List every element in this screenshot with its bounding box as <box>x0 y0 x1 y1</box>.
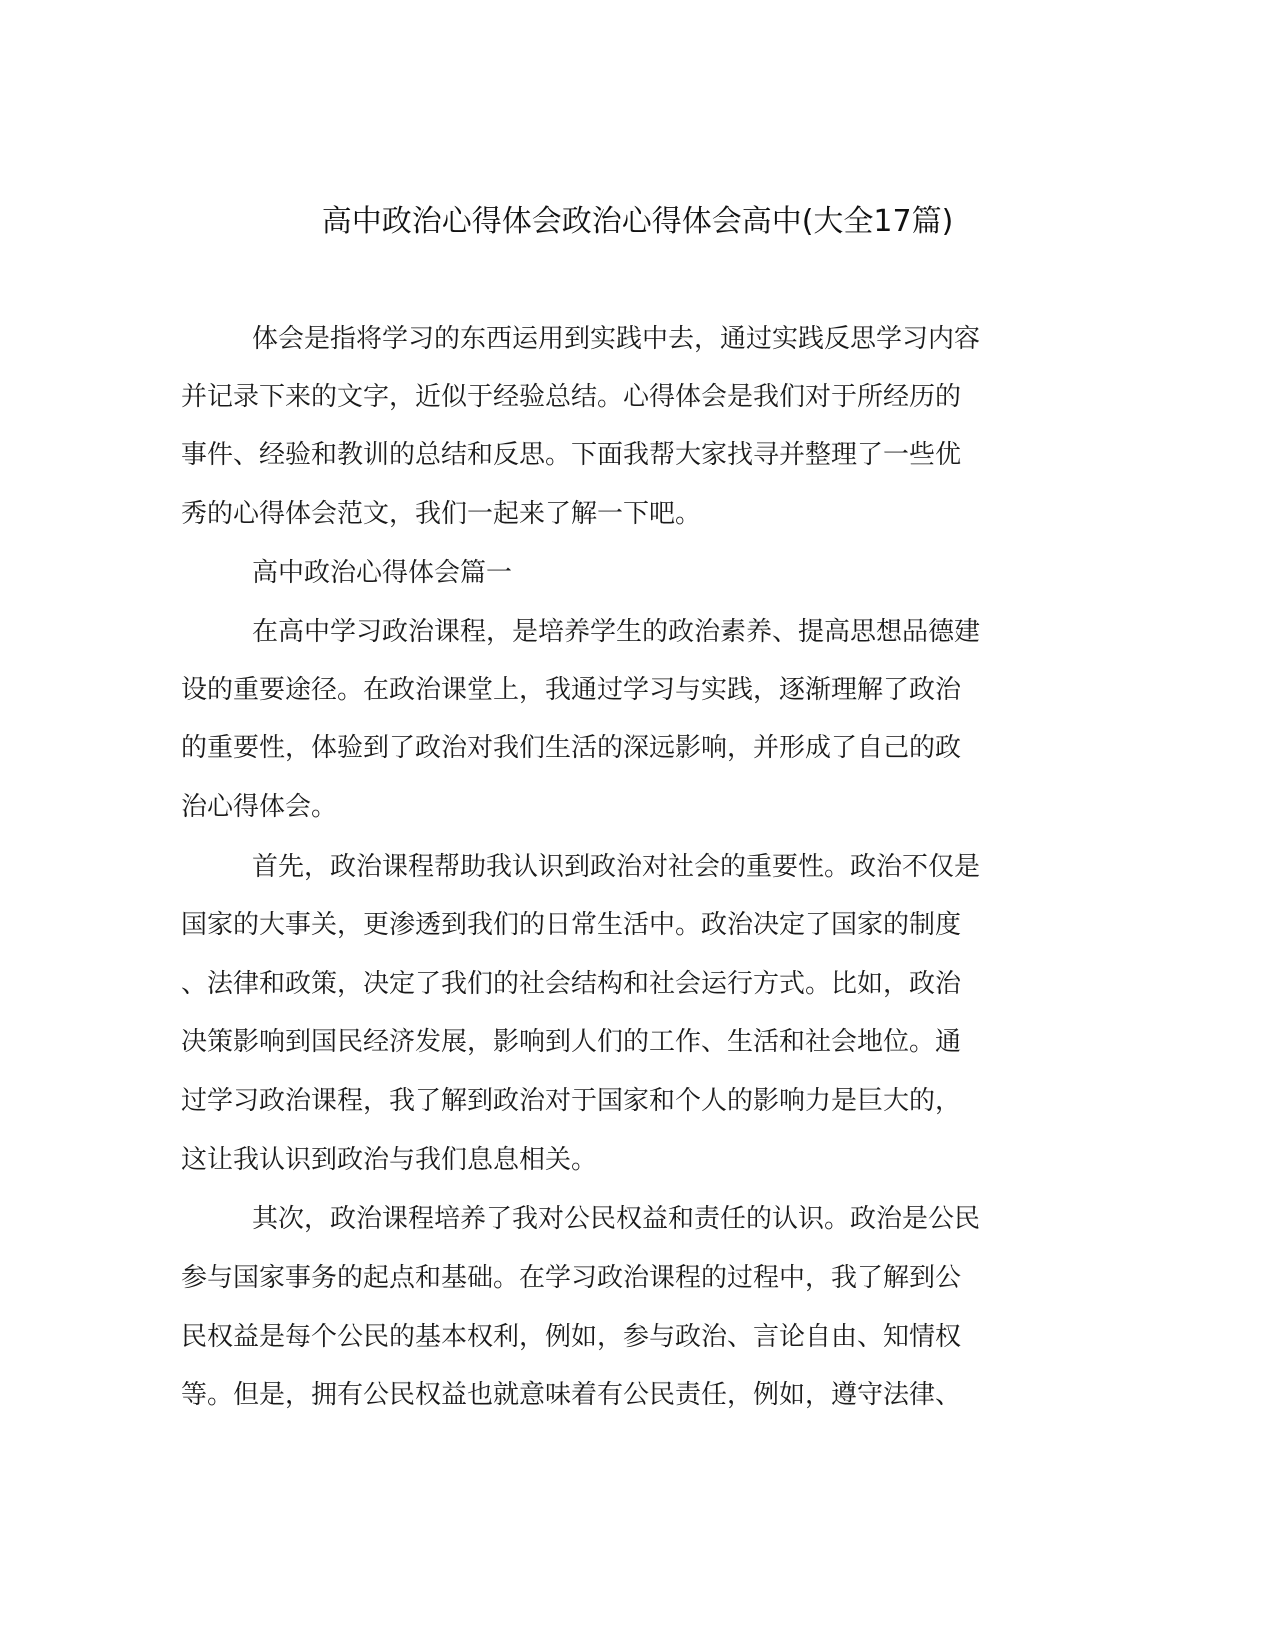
paragraph-line: 等。但是，拥有公民权益也就意味着有公民责任，例如，遵守法律、 <box>181 1380 962 1410</box>
paragraph-line: 设的重要途径。在政治课堂上，我通过学习与实践，逐渐理解了政治 <box>181 675 962 705</box>
paragraph-line: 首先，政治课程帮助我认识到政治对社会的重要性。政治不仅是 <box>252 852 981 882</box>
paragraph-line: 在高中学习政治课程，是培养学生的政治素养、提高思想品德建 <box>252 617 981 647</box>
paragraph-line: 民权益是每个公民的基本权利，例如，参与政治、言论自由、知情权 <box>181 1322 962 1352</box>
paragraph-line: 参与国家事务的起点和基础。在学习政治课程的过程中，我了解到公 <box>181 1263 962 1293</box>
paragraph-line: 秀的心得体会范文，我们一起来了解一下吧。 <box>181 499 702 529</box>
paragraph-line: 治心得体会。 <box>181 792 338 822</box>
paragraph-line: 这让我认识到政治与我们息息相关。 <box>181 1145 598 1175</box>
paragraph-line: 并记录下来的文字，近似于经验总结。心得体会是我们对于所经历的 <box>181 382 962 412</box>
document-title: 高中政治心得体会政治心得体会高中(大全17篇) <box>321 204 954 239</box>
section-heading: 高中政治心得体会篇一 <box>252 558 513 588</box>
paragraph-line: 决策影响到国民经济发展，影响到人们的工作、生活和社会地位。通 <box>181 1027 962 1057</box>
paragraph-line: 其次，政治课程培养了我对公民权益和责任的认识。政治是公民 <box>252 1204 981 1234</box>
paragraph-line: 的重要性，体验到了政治对我们生活的深远影响，并形成了自己的政 <box>181 733 962 763</box>
paragraph-line: 事件、经验和教训的总结和反思。下面我帮大家找寻并整理了一些优 <box>181 440 962 470</box>
paragraph-line: 、法律和政策，决定了我们的社会结构和社会运行方式。比如，政治 <box>181 969 962 999</box>
paragraph-line: 过学习政治课程，我了解到政治对于国家和个人的影响力是巨大的， <box>181 1086 962 1116</box>
paragraph-line: 国家的大事关，更渗透到我们的日常生活中。政治决定了国家的制度 <box>181 910 962 940</box>
paragraph-line: 体会是指将学习的东西运用到实践中去，通过实践反思学习内容 <box>252 324 981 354</box>
